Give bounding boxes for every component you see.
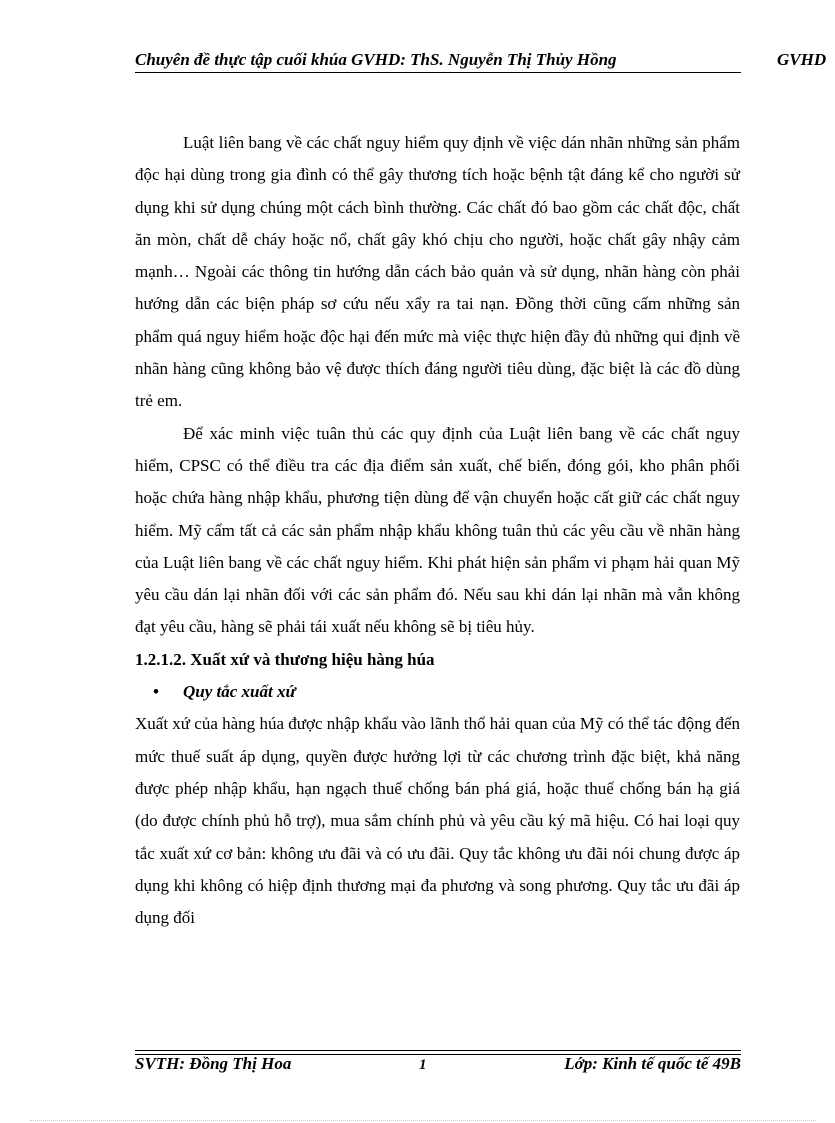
footer-divider-top	[135, 1050, 741, 1051]
bullet-icon: •	[153, 682, 159, 702]
document-body	[135, 127, 740, 934]
header-left-text: Chuyên đề thực tập cuối khúa GVHD: ThS. Nguyễn Thị Thủy Hồng	[135, 50, 617, 69]
footer-class: Lớp: Kinh tế quốc tế 49B	[564, 1054, 741, 1073]
bullet-label: Quy tắc xuất xứ	[183, 682, 296, 702]
paragraph-hazardous-substances: Luật liên bang về các chất nguy hiểm quy định về việc dán nhãn những sản phẩm độc hại dùng trong gia đình có thể gây thương tích hoặc bệnh tật đáng kể cho người sử dụng khi sử dụng chúng một cách bình thường. Các chất đó bao gồm các chất độc, chất ăn mòn, chất dễ cháy hoặc nổ, chất gây khó chịu cho người, hoặc chất gây nhậy cảm mạnh… Ngoài các thông tin hướng dẫn cách bảo quản và sử dụng, nhãn hàng còn phải hướng dẫn các biện pháp sơ cứu nếu xẩy ra tai nạn. Đồng thời cũng cấm những sản phẩm quá nguy hiểm hoặc độc hại đến mức mà việc thực hiện đầy đủ những qui định về nhãn hàng cũng không bảo vệ được thích đáng người tiêu dùng, đặc biệt là các đồ dùng trẻ em.	[135, 133, 740, 411]
header-right-text: GVHD	[777, 50, 827, 69]
footer-student: SVTH: Đồng Thị Hoa	[135, 1054, 292, 1073]
section-heading: 1.2.1.2. Xuất xứ và thương hiệu hàng húa	[135, 649, 435, 669]
bullet-item	[135, 676, 740, 708]
page-header	[135, 50, 835, 74]
page-bottom-border	[30, 1120, 816, 1121]
page-number: 1	[419, 1057, 427, 1073]
paragraph-rules-of-origin: Xuất xứ của hàng húa được nhập khẩu vào lãnh thổ hải quan của Mỹ có thể tác động đến mức thuế suất áp dụng, quyền được hưởng lợi từ các chương trình đặc biệt, khả năng được phép nhập khẩu, hạn ngạch thuế chống bán phá giá, hoặc thuế chống bán hạ giá (do được chính phủ hỗ trợ), mua sắm chính phủ và yêu cầu ký mã hiệu. Có hai loại quy tắc xuất xứ cơ bản: không ưu đãi và có ưu đãi. Quy tắc không ưu đãi nói chung được áp dụng khi không có hiệp định thương mại đa phương và song phương. Quy tắc ưu đãi áp dụng đối	[135, 714, 740, 928]
page-footer	[135, 1054, 741, 1080]
paragraph-cpsc-inspection: Để xác minh việc tuân thủ các quy định của Luật liên bang về các chất nguy hiểm, CPSC có thể điều tra các địa điểm sản xuất, chế biến, đóng gói, kho phân phối hoặc chứa hàng nhập khẩu, phương tiện dùng để vận chuyển hoặc cất giữ các chất nguy hiểm. Mỹ cấm tất cả các sản phẩm nhập khẩu không tuân thủ các yêu cầu về nhãn hàng của Luật liên bang về các chất nguy hiểm. Khi phát hiện sản phẩm vi phạm hải quan Mỹ yêu cầu dán lại nhãn đối với các sản phẩm đó. Nếu sau khi dán lại nhãn mà vẫn không đạt yêu cầu, hàng sẽ phải tái xuất nếu không sẽ bị tiêu hủy.	[135, 423, 740, 637]
header-divider	[135, 72, 741, 73]
